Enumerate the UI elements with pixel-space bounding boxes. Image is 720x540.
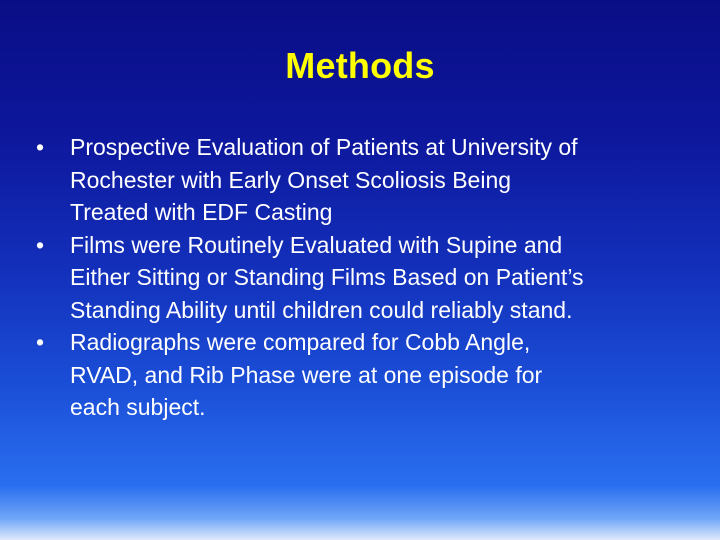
bullet-text-line: Radiographs were compared for Cobb Angle, (70, 329, 531, 355)
bullet-text-line: RVAD, and Rib Phase were at one episode for (70, 361, 543, 388)
bullet-text-line: each subject. (70, 394, 206, 420)
bullet-text-line: Either Sitting or Standing Films Based on Patient’s (70, 264, 584, 290)
bullet-icon: • (36, 329, 45, 355)
bullet-item (36, 229, 696, 327)
bullet-text-line: Treated with EDF Casting (70, 199, 333, 225)
bullet-item (36, 131, 696, 229)
bullet-text-line: Films were Routinely Evaluated with Supine and (70, 231, 563, 258)
bullet-text-line: Rochester with Early Onset Scoliosis Being (70, 166, 512, 193)
bullet-list (36, 131, 696, 424)
bullet-text-line: Prospective Evaluation of Patients at University of (70, 134, 578, 160)
bullet-icon: • (36, 231, 45, 258)
bullet-item (36, 326, 696, 424)
bullet-text-line: Standing Ability until children could reliably stand. (70, 296, 573, 323)
bullet-icon: • (36, 134, 45, 160)
slide-title: Methods (285, 45, 435, 86)
